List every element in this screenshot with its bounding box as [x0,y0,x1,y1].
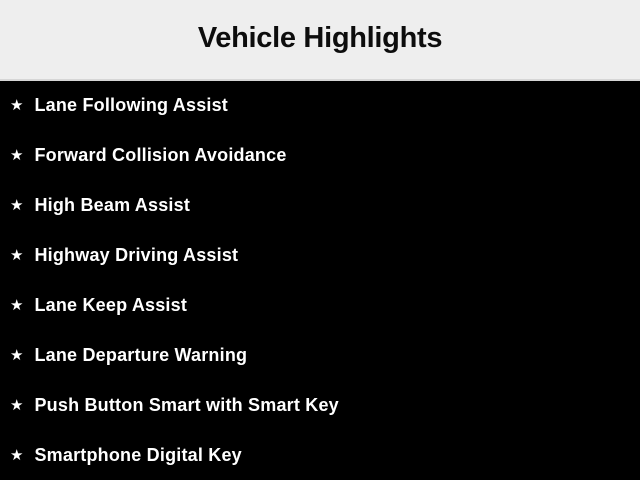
feature-label: Highway Driving Assist [34,245,239,266]
page-title: Vehicle Highlights [197,22,443,54]
feature-label: Smartphone Digital Key [34,444,242,465]
star-icon: ★ [10,446,24,464]
list-item [0,81,640,131]
star-icon: ★ [10,247,24,265]
header-banner [0,0,640,81]
star-icon: ★ [10,296,24,314]
star-icon: ★ [10,346,24,364]
list-item [0,430,640,480]
star-icon: ★ [10,197,24,215]
list-item [0,380,640,430]
feature-label: Lane Departure Warning [34,344,248,365]
feature-label: Forward Collision Avoidance [34,145,287,166]
star-icon: ★ [10,396,24,414]
list-item [0,131,640,181]
star-icon: ★ [10,147,24,165]
feature-list [0,81,640,480]
feature-label: Lane Keep Assist [34,294,188,315]
list-item [0,281,640,331]
star-icon: ★ [10,97,24,115]
feature-label: Push Button Smart with Smart Key [34,394,339,415]
feature-label: Lane Following Assist [34,95,229,116]
list-item [0,181,640,231]
list-item [0,330,640,380]
list-item [0,231,640,281]
feature-label: High Beam Assist [34,195,191,216]
